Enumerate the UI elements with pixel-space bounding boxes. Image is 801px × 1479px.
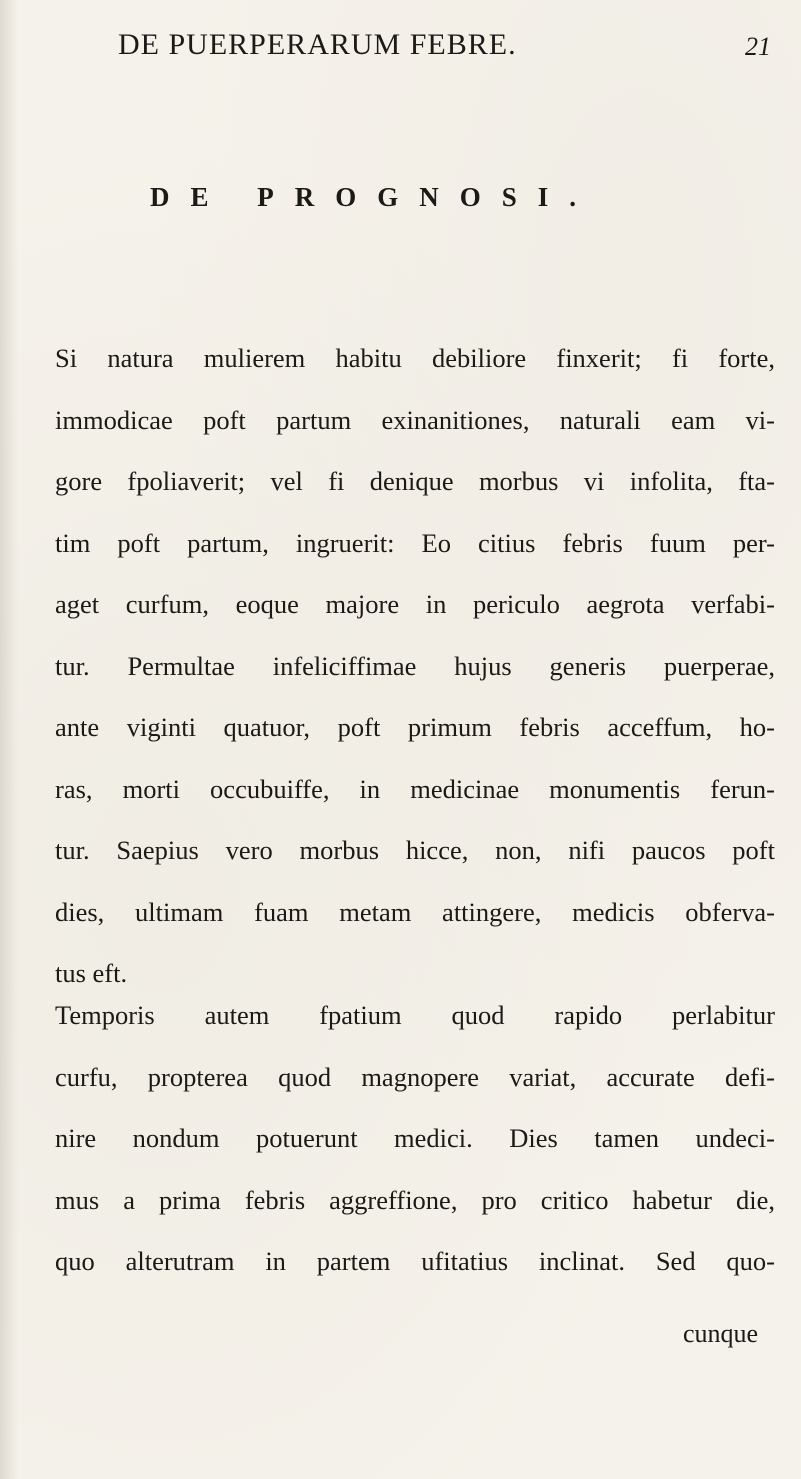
text-line: immodicae poft partum exinanitiones, naturali eam vi- bbox=[55, 404, 775, 435]
text-line: Temporis autem fpatium quod rapido perlabitur bbox=[55, 1000, 775, 1030]
running-head: DE PUERPERARUM FEBRE. bbox=[118, 28, 517, 61]
text-line: quo alterutram in partem ufitatius inclinat. Sed quo- bbox=[55, 1246, 775, 1276]
text-line: Si natura mulierem habitu debiliore finxerit; fi forte, bbox=[55, 343, 775, 373]
text-line: ras, morti occubuiffe, in medicinae monumentis ferun- bbox=[55, 773, 775, 804]
text-line: tur. Permultae infeliciffimae hujus generis puerperae, bbox=[55, 650, 775, 681]
text-line: curfu, propterea quod magnopere variat, accurate defi- bbox=[55, 1061, 775, 1092]
text-line: tim poft partum, ingruerit: Eo citius febris fuum per- bbox=[55, 527, 775, 558]
text-line: aget curfum, eoque majore in periculo aegrota verfabi- bbox=[55, 589, 775, 619]
text-line: tur. Saepius vero morbus hicce, non, nifi paucos poft bbox=[55, 835, 775, 865]
catchword: cunque bbox=[683, 1319, 759, 1348]
text-line: mus a prima febris aggreffione, pro critico habetur die, bbox=[55, 1184, 775, 1215]
paragraph-1 bbox=[55, 328, 775, 1005]
text-line: nire nondum potuerunt medici. Dies tamen undeci- bbox=[55, 1123, 775, 1153]
text-line: ante viginti quatuor, poft primum febris acceffum, ho- bbox=[55, 712, 775, 742]
paragraph-2 bbox=[55, 985, 775, 1293]
section-title: DE PROGNOSI. bbox=[150, 182, 598, 212]
gutter-shadow bbox=[0, 0, 18, 1479]
text-line: dies, ultimam fuam metam attingere, medicis obferva- bbox=[55, 896, 775, 927]
text-line: gore fpoliaverit; vel fi denique morbus vi infolita, fta- bbox=[55, 466, 775, 496]
page-number: 21 bbox=[745, 32, 771, 61]
text-line: tus eft. bbox=[55, 958, 128, 988]
